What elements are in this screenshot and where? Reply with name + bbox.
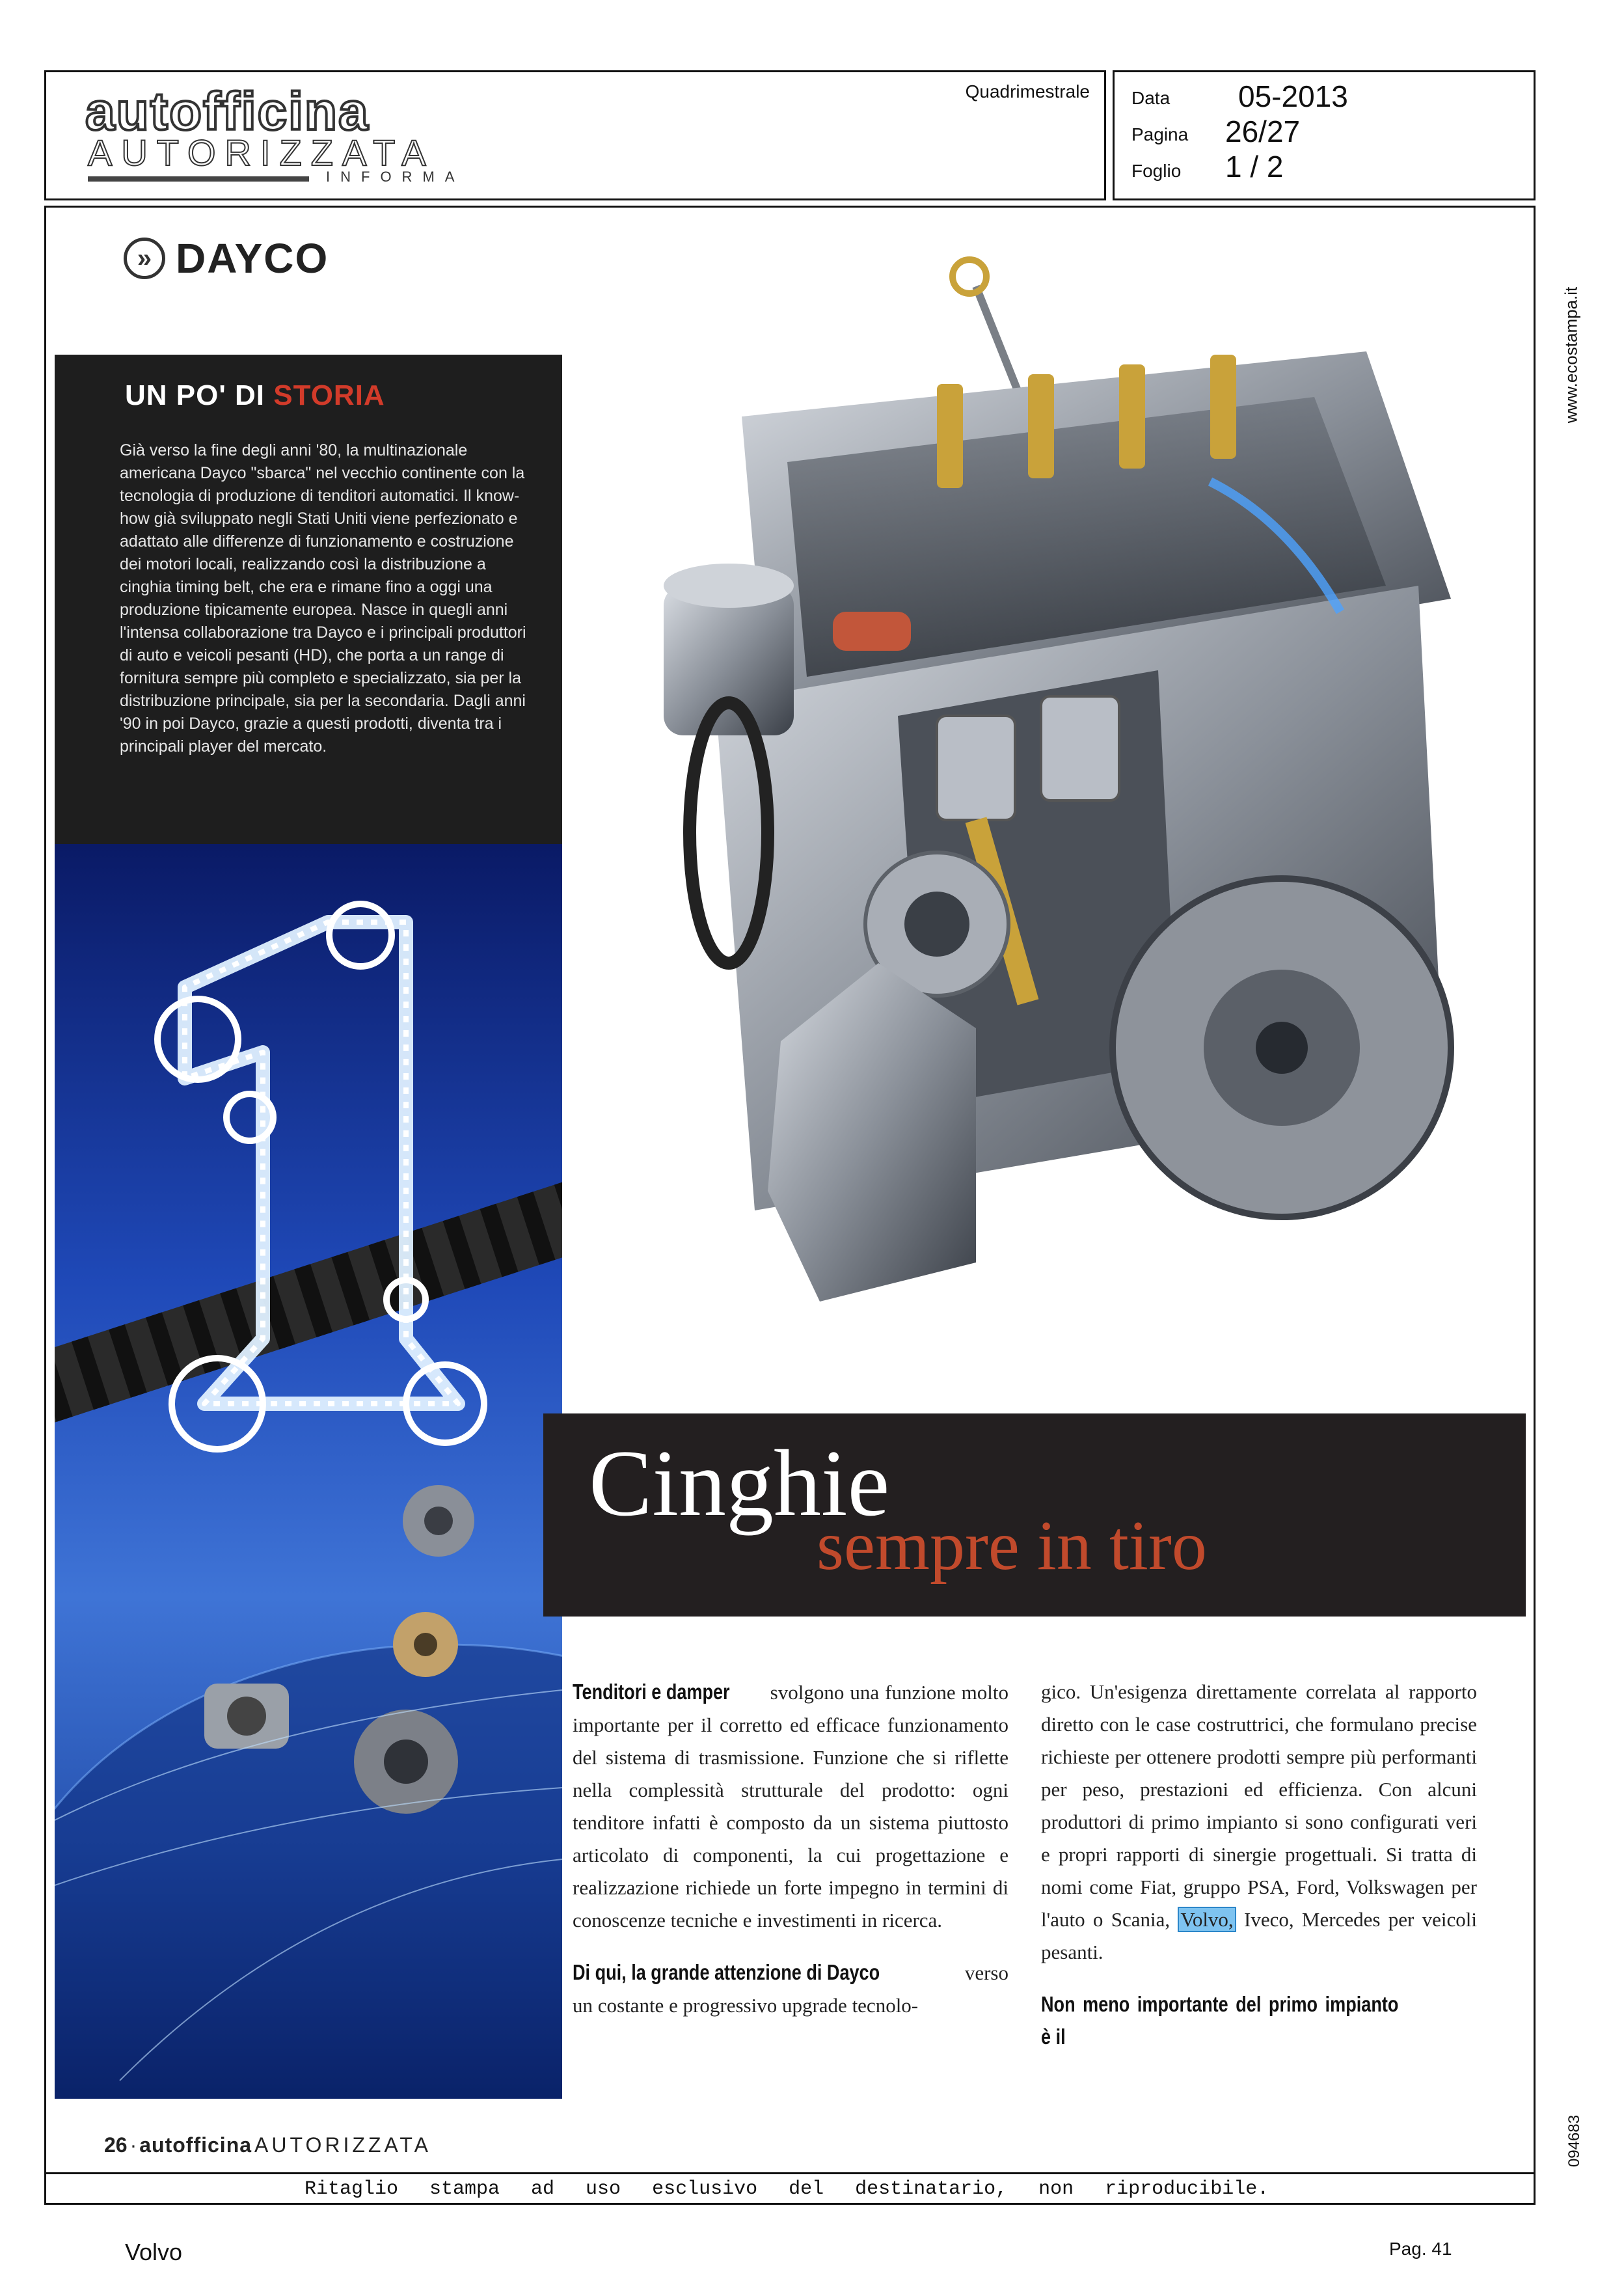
meta-label-page: Pagina: [1131, 124, 1189, 144]
source-keyword: Volvo: [125, 2239, 183, 2265]
timing-belt-graphic: [55, 844, 562, 2099]
logo-autofficina: autofficina: [85, 82, 370, 141]
footer-dot: ·: [129, 2133, 137, 2157]
history-text: Già verso la fine degli anni '80, la multinazionale americana Dayco "sbarca" nel vecchio continente con la tecnologia di produzione di tenditori automatici. Il know-how già sviluppato negli Stati Uniti viene perfezionato e adattato alle differenze di funzionamento e costruzione dei motori locali, realizzando così la distribuzione a cinghia timing belt, che era e rimane fino a oggi una produzione tipicamente europea. Nasce in quegli anni l'intensa collaborazione tra Dayco e i principali produttori di auto e veicoli pesanti (HD), che porta a un range di fornitura sempre più completo e specializzato, sia per la distribuzione principale, sia per la secondaria. Dagli anni '90 in poi Dayco, grazie a questi prodotti, diventa tra i principali player del mercato.: [120, 441, 526, 756]
engine-cutaway-image: [573, 247, 1503, 1367]
masthead: [44, 70, 1106, 200]
article-subtitle: sempre in tiro: [817, 1507, 1207, 1585]
search-highlight-volvo: Volvo,: [1178, 1907, 1236, 1932]
magazine-page-number: 26: [104, 2133, 128, 2157]
website-label: www.ecostampa.it: [1561, 286, 1581, 424]
page-number: Pag. 41: [1389, 2239, 1452, 2259]
col2-text-1a: gico. Un'esigenza direttamente correlata al rapporto diretto con le case costruttrici, che formulano precise richieste per ottenere prodotti sempre più performanti per peso, prestazioni ed efficienza. Con alcuni produttori di primo impianto si sono configurati veri e propri rapporti di sinergie progettuali. Si tratta di nomi come Fiat, gruppo PSA, Ford, Volkswagen per l'auto o Scania,: [1041, 1680, 1477, 1931]
col1-paragraph-1: [573, 1676, 1008, 1937]
footer-brand-bold: autofficina: [139, 2133, 252, 2157]
article-column-2: [1041, 1676, 1477, 2073]
website-vertical: [1561, 260, 1584, 456]
col2-paragraph-1: [1041, 1676, 1477, 1969]
clipping-disclaimer-bar: [44, 2172, 1536, 2205]
article-title: Cinghie: [589, 1430, 890, 1536]
logo-underline: [88, 176, 309, 182]
history-title-main: UN PO' DI: [125, 379, 265, 411]
double-chevron-icon: »: [124, 238, 165, 279]
dayco-logo-text: DAYCO: [176, 235, 329, 282]
timing-belt-illustration: [55, 844, 562, 2099]
footer-brand-rest: AUTORIZZATA: [254, 2133, 431, 2157]
meta-value-page: 26/27: [1225, 115, 1301, 148]
meta-label-sheet: Foglio: [1131, 161, 1182, 181]
logo-informa: INFORMA: [326, 169, 465, 185]
col2-lead-2: Non meno importante del primo impianto è il: [1041, 1992, 1399, 2049]
history-box: [55, 355, 562, 844]
frequency-label: Quadrimestrale: [965, 81, 1090, 102]
logo-autorizzata: AUTORIZZATA: [88, 132, 435, 173]
meta-label-date: Data: [1131, 88, 1171, 108]
meta-value-date: 05-2013: [1238, 79, 1348, 113]
clipping-code: 094683: [1565, 2114, 1583, 2168]
col1-lead-2: Di qui, la grande attenzione di Dayco: [573, 1960, 880, 1984]
history-title-highlight: STORIA: [273, 379, 385, 411]
history-title: [125, 379, 385, 412]
article-title-band: [543, 1413, 1526, 1617]
issue-meta-box: [1113, 70, 1536, 200]
article-column-1: [573, 1676, 1008, 2041]
col1-text-1: svolgono una funzione molto importante per il corretto ed efficace funzionamento del sistema di trasmissione. Funzione che si riflette nella complessità strutturale del prodotto: ogni tenditore infatti è composto da un sistema piuttosto articolato di componenti, la cui progettazione e realizzazione richiede un forte impegno in termini di conoscenze tecniche e investimenti in ricerca.: [573, 1681, 1008, 1931]
col2-text-1b: Iveco, Mercedes per veicoli pesanti.: [1041, 1908, 1477, 1963]
meta-value-sheet: 1 / 2: [1225, 150, 1284, 184]
col1-lead-1: Tenditori e damper: [573, 1680, 730, 1704]
history-sidebar: [55, 355, 562, 2099]
col1-paragraph-2: [573, 1956, 1008, 2022]
clipping-disclaimer: Ritaglio stampa ad uso esclusivo del destinatario, non riproducibile.: [304, 2178, 1269, 2200]
code-vertical: [1565, 2095, 1584, 2187]
col2-paragraph-2: [1041, 1988, 1477, 2054]
magazine-footer: [104, 2133, 431, 2157]
dayco-brand: [124, 234, 329, 282]
col1-text-2: verso un costante e progressivo upgrade tecnolo-: [573, 1961, 1008, 2017]
